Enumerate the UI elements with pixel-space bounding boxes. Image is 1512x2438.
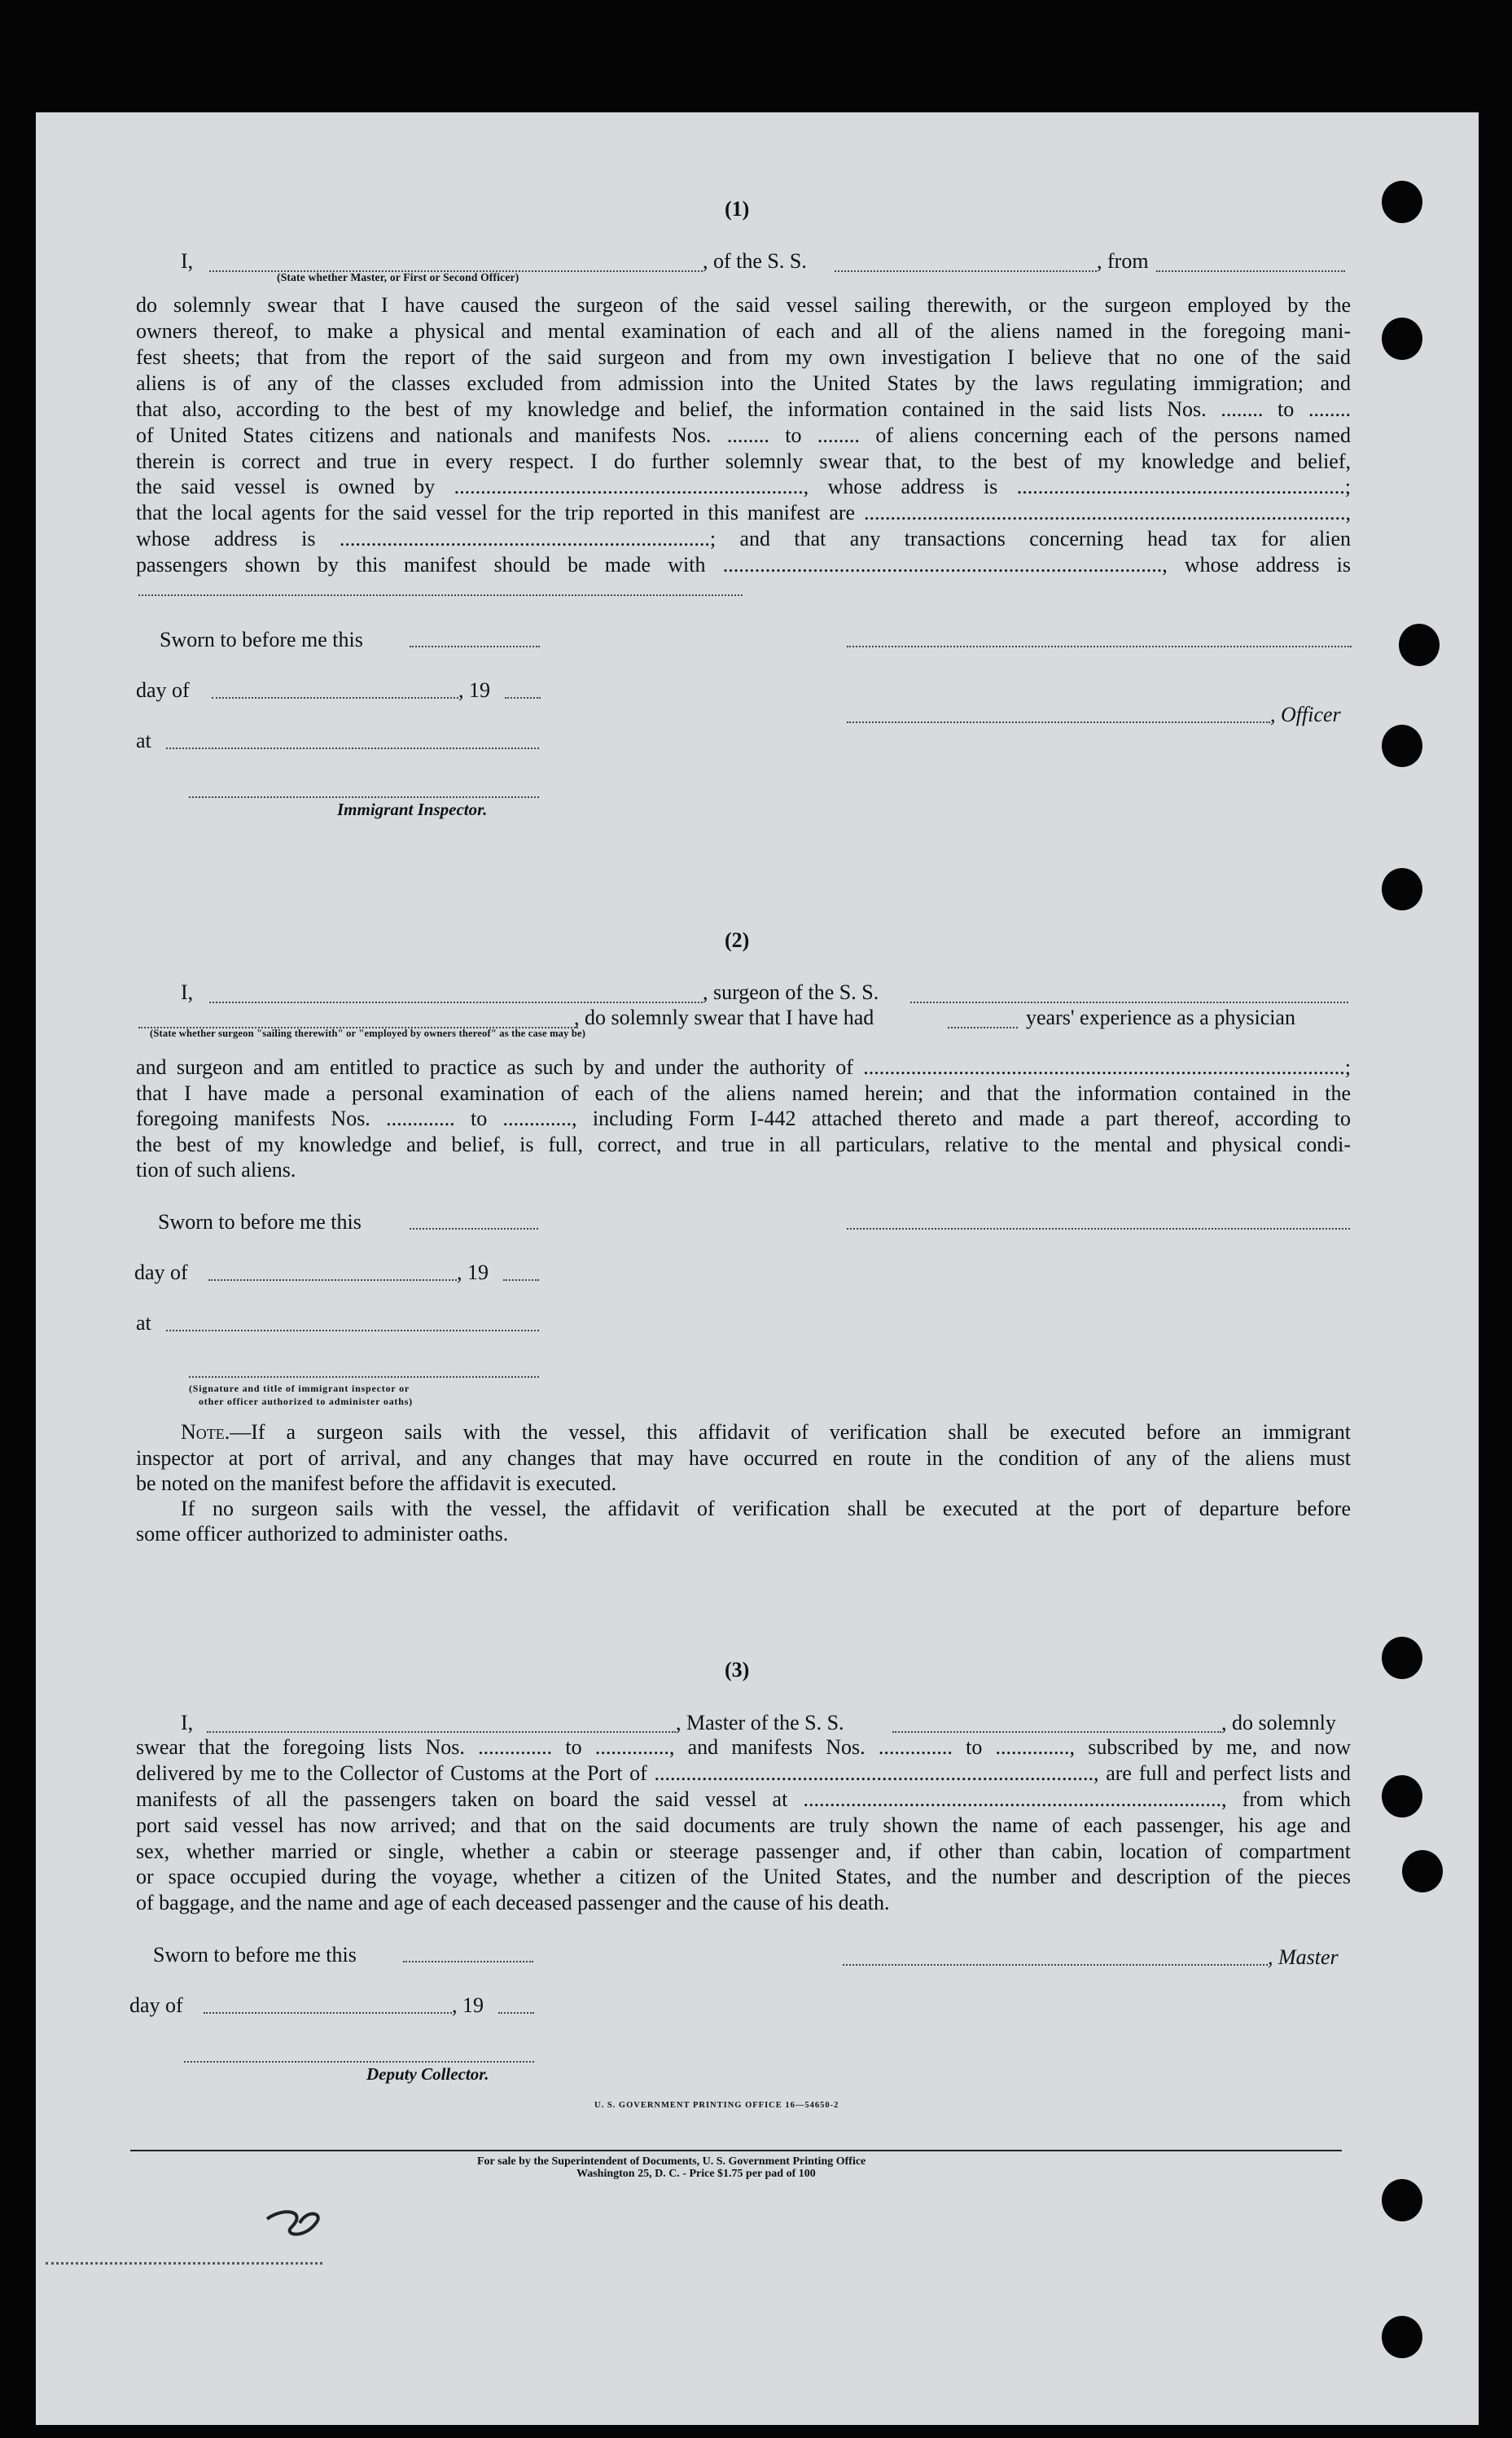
officer-hint: (State whether Master, or First or Second Officer) bbox=[277, 271, 519, 283]
day-of-label: day of bbox=[129, 1993, 183, 2017]
year-field[interactable] bbox=[498, 2012, 534, 2014]
section-1-line: aliens is of any of the classes excluded from admission into the United States by the laws regulating immigration; and bbox=[136, 371, 1351, 395]
sworn-label: Sworn to before me this bbox=[158, 1210, 362, 1234]
note-line: Note.—If a surgeon sails with the vessel, this affidavit of verification shall be executed before an immigrant bbox=[181, 1420, 1351, 1444]
section-2-last-line: tion of such aliens. bbox=[136, 1158, 296, 1182]
do-solemnly-label: , do solemnly bbox=[1221, 1711, 1336, 1734]
master-ship-field[interactable] bbox=[892, 1731, 1221, 1733]
binder-hole bbox=[1382, 181, 1422, 223]
from-port-field[interactable] bbox=[1156, 270, 1345, 272]
dotted-trail bbox=[46, 2262, 322, 2265]
section-1-heading: (1) bbox=[725, 197, 750, 221]
day-of-label: day of bbox=[136, 678, 190, 702]
section-2-line: foregoing manifests Nos. ............. to ............., including Form I-442 attached thereto and made a part thereof, according to bbox=[136, 1107, 1351, 1130]
section-3-line: sex, whether married or single, whether a cabin or steerage passenger and, if other than cabin, location of compartment bbox=[136, 1839, 1351, 1863]
section-1-line: do solemnly swear that I have caused the surgeon of the said vessel sailing therewith, or the surgeon employed by the bbox=[136, 293, 1351, 317]
surgeon-name-field[interactable] bbox=[209, 1002, 703, 1003]
at-label: at bbox=[136, 729, 151, 752]
year-field[interactable] bbox=[503, 1279, 539, 1281]
printing-office-imprint: U. S. GOVERNMENT PRINTING OFFICE 16—54650-2 bbox=[594, 2101, 839, 2110]
sworn-date-field[interactable] bbox=[410, 646, 540, 647]
section-2-line: the best of my knowledge and belief, is full, correct, and true in all particulars, relative to the mental and physical condi- bbox=[136, 1133, 1351, 1156]
note-last-line: be noted on the manifest before the affidavit is executed. bbox=[136, 1471, 617, 1495]
section-1-line: the said vessel is owned by .................................................................., whose address is ..............................................................; bbox=[136, 475, 1351, 498]
surgeon-ship-label: , surgeon of the S. S. bbox=[703, 980, 879, 1004]
day-of-label: day of bbox=[134, 1261, 188, 1284]
note-line: If no surgeon sails with the vessel, the affidavit of verification shall be executed at the port of departure before bbox=[181, 1497, 1351, 1520]
year-label: , 19 bbox=[457, 1261, 489, 1284]
deputy-collector-label: Deputy Collector. bbox=[366, 2064, 489, 2084]
ship-label: , of the S. S. bbox=[703, 249, 807, 273]
ship-name-field[interactable] bbox=[835, 270, 1097, 272]
officer-signature-line[interactable] bbox=[847, 646, 1352, 647]
section-1-line: that the local agents for the said vessel for the trip reported in this manifest are ..........................................................................................., bbox=[136, 501, 1351, 524]
master-signature-line[interactable] bbox=[843, 1964, 1268, 1966]
binder-hole bbox=[1382, 868, 1422, 910]
sale-notice: For sale by the Superintendent of Documents, U. S. Government Printing Office bbox=[477, 2155, 866, 2168]
day-of-field[interactable] bbox=[212, 697, 458, 699]
binder-hole bbox=[1382, 2179, 1422, 2221]
section-1-line: owners thereof, to make a physical and mental examination of each and all of the aliens named in the foregoing mani- bbox=[136, 319, 1351, 343]
binder-hole bbox=[1382, 1775, 1422, 1818]
year-label: , 19 bbox=[452, 1993, 484, 2017]
footer-rule bbox=[130, 2150, 1342, 2151]
binder-hole bbox=[1382, 318, 1422, 360]
years-field[interactable] bbox=[948, 1027, 1018, 1028]
section-2-line: and surgeon and am entitled to practice as such by and under the authority of ...........................................................................................; bbox=[136, 1055, 1351, 1079]
section-1-line: that also, according to the best of my knowledge and belief, the information contained in the said lists Nos. ........ to ........ bbox=[136, 397, 1351, 421]
section-1-line: of United States citizens and nationals and manifests Nos. ........ to ........ of aliens concerning each of the persons named bbox=[136, 423, 1351, 447]
section-3-line: or space occupied during the voyage, whether a citizen of the United States, and the number and description of the pieces bbox=[136, 1865, 1351, 1888]
pen-mark-icon bbox=[259, 2199, 340, 2247]
section-3-last-line: of baggage, and the name and age of each deceased passenger and the cause of his death. bbox=[136, 1891, 890, 1914]
at-field[interactable] bbox=[166, 1330, 539, 1331]
inspector-signature-line[interactable] bbox=[189, 1376, 539, 1378]
immigrant-inspector-label: Immigrant Inspector. bbox=[337, 800, 488, 819]
section-3-line: manifests of all the passengers taken on board the said vessel at ..............................................................................., from which bbox=[136, 1787, 1351, 1811]
section-1-line: fest sheets; that from the report of the said surgeon and from my own investigation I believe that no one of the said bbox=[136, 345, 1351, 369]
surgeon-hint: (State whether surgeon "sailing therewith" or "employed by owners thereof" as the case may be) bbox=[150, 1028, 586, 1039]
sworn-date-field[interactable] bbox=[403, 1961, 533, 1962]
collector-signature-line[interactable] bbox=[184, 2061, 534, 2063]
section-1-line: whose address is ......................................................................; and that any transactions concerning head tax for alien bbox=[136, 527, 1351, 550]
signature-hint: other officer authorized to administer oaths) bbox=[199, 1396, 413, 1407]
binder-hole bbox=[1382, 1637, 1422, 1679]
inspector-signature-line[interactable] bbox=[189, 796, 539, 798]
year-field[interactable] bbox=[505, 697, 541, 699]
section-2-heading: (2) bbox=[725, 928, 750, 952]
day-of-field[interactable] bbox=[208, 1279, 457, 1281]
signature-hint: (Signature and title of immigrant inspector or bbox=[189, 1383, 410, 1394]
binder-hole bbox=[1402, 1850, 1443, 1892]
sworn-label: Sworn to before me this bbox=[160, 628, 363, 651]
year-label: , 19 bbox=[458, 678, 490, 702]
master-ship-label: , Master of the S. S. bbox=[676, 1711, 844, 1734]
binder-hole bbox=[1382, 2316, 1422, 2358]
officer-title-line[interactable] bbox=[847, 721, 1270, 723]
binder-hole bbox=[1382, 725, 1422, 767]
pronoun-label: I, bbox=[181, 1711, 194, 1734]
at-field[interactable] bbox=[166, 748, 539, 749]
sworn-label: Sworn to before me this bbox=[153, 1943, 357, 1967]
section-3-line: swear that the foregoing lists Nos. .............. to .............., and manifests Nos. .............. to .............., subscribed by me, and now bbox=[136, 1735, 1351, 1759]
binder-hole bbox=[1399, 624, 1440, 666]
section-3-line: port said vessel has now arrived; and that on the said documents are truly shown the name of each passenger, his age and bbox=[136, 1813, 1351, 1837]
section-1-line: therein is correct and true in every respect. I do further solemnly swear that, to the best of my knowledge and belief, bbox=[136, 449, 1351, 473]
pronoun-label: I, bbox=[181, 249, 194, 273]
surgeon-signature-line[interactable] bbox=[847, 1228, 1350, 1230]
agent-address-field[interactable] bbox=[138, 594, 743, 596]
master-name-field[interactable] bbox=[207, 1731, 676, 1733]
section-1-line: passengers shown by this manifest should be made with ..................................................................................., whose address is bbox=[136, 553, 1351, 577]
section-3-line: delivered by me to the Collector of Customs at the Port of ..................................................................................., are full and perfect lists and bbox=[136, 1761, 1351, 1785]
officer-label: , Officer bbox=[1270, 703, 1341, 726]
section-3-heading: (3) bbox=[725, 1658, 750, 1682]
pronoun-label: I, bbox=[181, 980, 194, 1004]
note-last-line: some officer authorized to administer oaths. bbox=[136, 1522, 509, 1546]
day-of-field[interactable] bbox=[204, 2012, 452, 2014]
sworn-date-field[interactable] bbox=[410, 1228, 538, 1230]
section-2-line: that I have made a personal examination of each of the aliens named herein; and that the information contained in the bbox=[136, 1081, 1351, 1105]
master-label: , Master bbox=[1268, 1945, 1339, 1969]
note-line: inspector at port of arrival, and any changes that may have occurred en route in the condition of any of the aliens must bbox=[136, 1446, 1351, 1470]
from-label: , from bbox=[1097, 249, 1149, 273]
section-1-opening-line bbox=[181, 248, 193, 274]
at-label: at bbox=[136, 1311, 151, 1335]
years-experience-label: years' experience as a physician bbox=[1026, 1006, 1295, 1029]
sale-notice: Washington 25, D. C. - Price $1.75 per pad of 100 bbox=[576, 2168, 816, 2180]
solemnly-swear-label: , do solemnly swear that I have had bbox=[574, 1006, 874, 1029]
surgeon-ship-field[interactable] bbox=[910, 1002, 1348, 1003]
